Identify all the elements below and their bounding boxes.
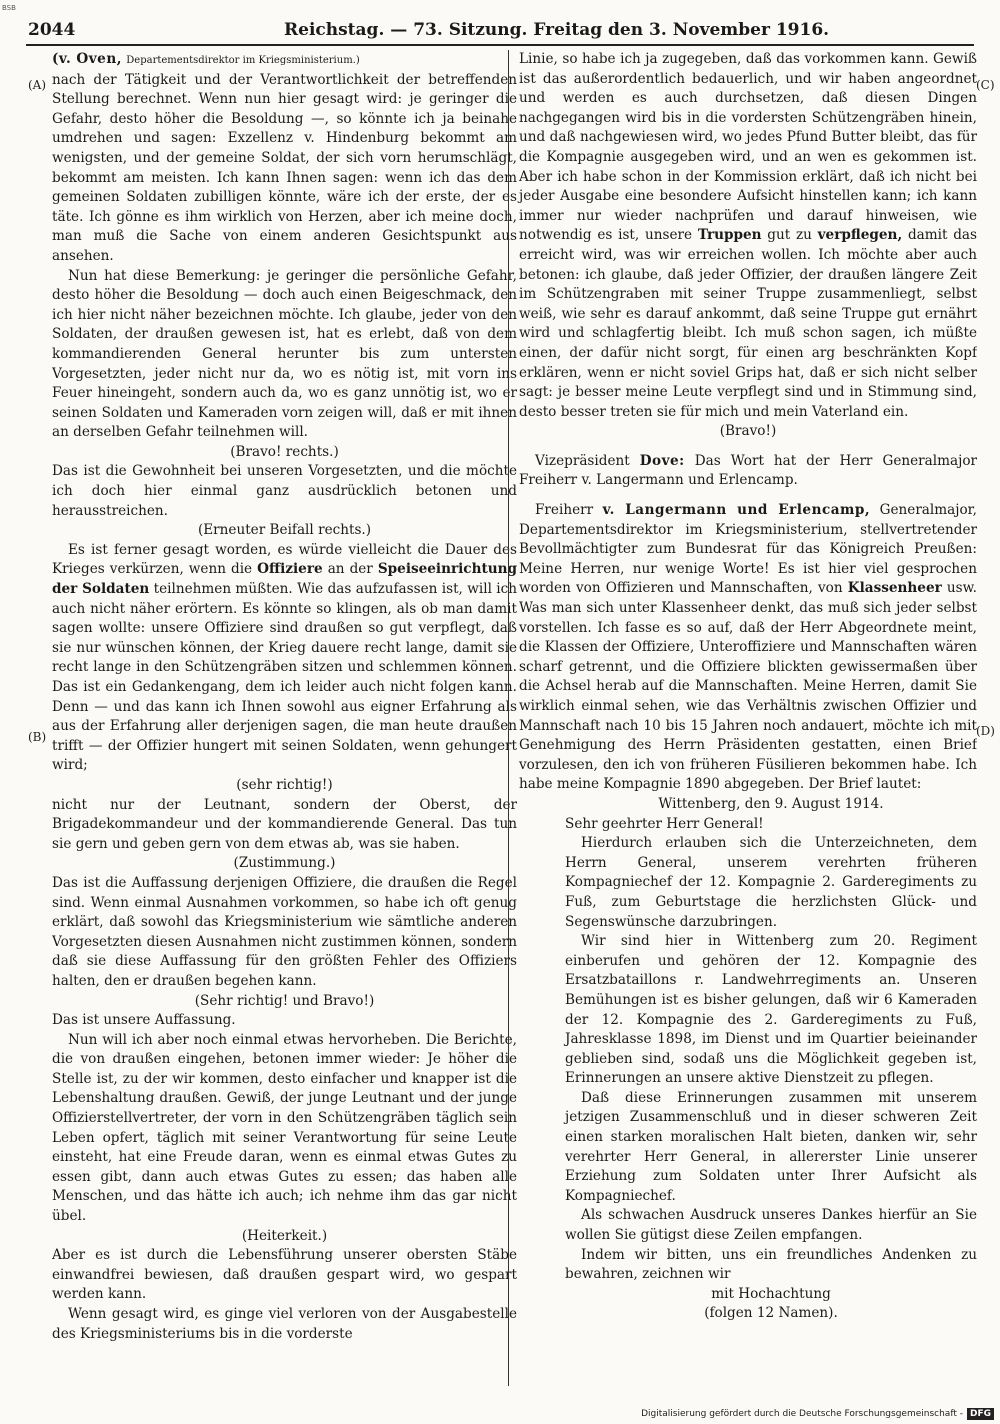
paragraph: Nun hat diese Bemerkung: je geringer die persönliche Gefahr, desto höher die Besoldung — doch auch einen Beigeschmack, den ich hier nicht näher bezeichnen möchte. Ich glaube, jeder von den Soldaten, der draußen gewesen ist, hat es erlebt, daß von dem kommandierenden General herunter bis zum untersten Vorgesetzten, jeder nicht nur da, wo es nötig ist, mit vorn ins Feuer hineingeht, sondern auch da, wo es ganz unnötig ist, wo er seinen Soldaten und Kameraden vorn zeigen will, daß er mit ihnen an derselben Gefahr teilnehmen will.: [52, 267, 517, 441]
paragraph: Das ist die Auffassung derjenigen Offiziere, die draußen die Regel sind. Wenn einmal Ausnahmen vorkommen, so habe ich oft genug erklärt, daß sowohl das Kriegsministerium wie sämtliche anderen Vorgesetzten diesen Ausnahmen nicht zustimmen können, sondern daß sie diese Auffassung für den größten Fehler des Offiziers halten, den er draußen begehen kann.: [52, 874, 517, 989]
library-watermark: BSB: [2, 4, 16, 12]
text-run: Meine Herren, nur wenige Worte! Es ist hier viel gesprochen worden von Offizieren und Mannschaften, von: [519, 560, 977, 597]
interjection: (Bravo! rechts.): [230, 443, 339, 460]
letter-salutation: Sehr geehrter Herr General!: [565, 815, 764, 832]
funding-footer: [641, 1408, 994, 1420]
vice-president-line: [519, 452, 977, 491]
speaker-name: (v. Oven,: [52, 51, 122, 67]
paragraph: Wenn gesagt wird, es ginge viel verloren von der Ausgabestelle des Kriegsministeriums bis in die vorderste: [52, 1306, 517, 1342]
interjection: (sehr richtig!): [236, 776, 333, 793]
bold-term: Speiseeinrichtung der Soldaten: [52, 561, 517, 598]
vp-name: Dove:: [639, 452, 685, 469]
speaker-prefix: Freiherr: [535, 502, 594, 519]
speaker-role: Generalmajor, Departementsdirektor im Kriegsministerium, stellvertretender Bevollmächtigter zum Bundesrat für das Königreich Preußen:: [519, 502, 977, 558]
letter-paragraph: Wir sind hier in Wittenberg zum 20. Regiment einberufen und gehören der 12. Kompagnie des Ersatzbataillons r. Landwehrregiments an. Unseren Bemühungen ist es bisher gelungen, daß wir 6 Kameraden der 12. Kompagnie des 2. Garderegiments zu Fuß, Jahresklasse 1898, im Dienst und im Quartier beieinander geblieben sind, sodaß uns die Möglichkeit gegeben ist, Erinnerungen an unsere aktive Dienstzeit zu pflegen.: [565, 933, 977, 1087]
paragraph: nach der Tätigkeit und der Verantwortlichkeit der betreffenden Stellung berechnet. Wenn nun hier gesagt wird: je geringer die Gefahr, desto höher die Besoldung —, so könnte ich ja beinahe umdrehen und sagen: Exzellenz v. Hindenburg bekommt am wenigsten, und der gemeine Soldat, der sich vorn herumschlägt, bekommt am meisten. Ich kann Ihnen sagen: wenn ich das dem gemeinen Soldaten zubilligen könnte, wäre ich der erste, der es täte. Ich gönne es ihm wirklich von Herzen, aber ich meine doch, man muß die Sache von einem anderen Gesichtspunkt aus ansehen.: [52, 71, 517, 264]
paragraph: [519, 50, 977, 422]
letter-paragraph: Als schwachen Ausdruck unseres Dankes hierfür an Sie wollen Sie gütigst diese Zeilen empfangen.: [565, 1207, 977, 1244]
quoted-letter: [565, 795, 977, 1324]
bold-term: verpflegen,: [817, 227, 903, 244]
paragraph: Das ist unsere Auffassung.: [52, 1012, 236, 1029]
speaker-intro: [519, 501, 977, 795]
interjection: (Zustimmung.): [233, 855, 336, 872]
bold-term: Offiziere: [257, 561, 323, 578]
speaker-name: v. Langermann und Erlencamp,: [602, 502, 871, 519]
margin-mark-c: (C): [976, 78, 995, 92]
paragraph: Aber es ist durch die Lebensführung unserer obersten Stäbe einwandfrei bewiesen, daß draußen gespart wird, wo gespart werden kann.: [52, 1247, 517, 1303]
paragraph: Nun will ich aber noch einmal etwas hervorheben. Die Berichte, die von draußen eingehen, betonen immer wieder: Je höher die Stelle ist, zu der wir kommen, desto einfacher und knapper ist die Lebenshaltung draußen. Gewiß, der junge Leutnant und der junge Offizierstellvertreter, der vorn in den Schützengräben täglich sein Leben opfert, täglich mit seiner Verantwortung für seine Leute einsteht, hat eine Freude daran, wenn es einmal etwas Gutes zu essen gibt, dann auch etwas Gutes zu essen; das haben alle Menschen, und das hätte ich auch; ich nehme ihm das gar nicht übel.: [52, 1031, 517, 1225]
text-run: damit das erreicht wird, was wir erreichen wollen. Ich möchte aber auch betonen: ich glaube, daß jeder Offizier, der draußen längere Zeit im Schützengraben mit seiner Truppe zusammenliegt, selbst weiß, wie sehr es darauf ankommt, daß seine Truppe gut ernährt wird und schlagfertig bleibt. Ich muß schon sagen, ich müßte einen, der dafür nicht sorgt, für einen arg beschränkten Kopf erklären, wenn er nicht soviel Grips hat, daß er sich nicht selber sagt: je besser meine Leute verpflegt sind und in Stimmung sind, desto besser treten sie für mich und mein Vaterland ein.: [519, 227, 977, 420]
right-column: [508, 50, 977, 1386]
speaker-line: [52, 50, 517, 71]
bold-term: Klassenheer: [847, 580, 942, 597]
margin-mark-a: (A): [28, 78, 47, 92]
paragraph: [52, 541, 517, 776]
interjection: (Bravo!): [719, 423, 777, 440]
text-run: gut zu: [767, 227, 812, 244]
letter-place-date: Wittenberg, den 9. August 1914.: [658, 795, 884, 812]
vp-text: Das Wort hat der Herr Generalmajor Freiherr v. Langermann und Erlencamp.: [519, 452, 977, 489]
letter-closing: mit Hochachtung: [711, 1285, 831, 1302]
text-run: teilnehmen müßten. Wie das aufzufassen ist, will ich auch nicht näher erörtern. Es könnte so klingen, als ob man damit sagen wollte: unsere Offiziere sind draußen so gut verpflegt, daß sie nur wünschen können, der Krieg dauere recht lange, damit sie recht lange in den Schützengräben sitzen und schlemmen können. Das ist ein Gedankengang, dem ich leider auch nicht folgen kann. Denn — und das kann ich Ihnen sowohl aus eigner Erfahrung als aus der Erfahrung aller derjenigen sagen, die man heute draußen trifft — der Offizier hungert mit seinen Soldaten, wenn gehungert wird;: [52, 581, 517, 774]
margin-mark-d: (D): [976, 724, 995, 738]
letter-paragraph: Daß diese Erinnerungen zusammen mit unserem jetzigen Zusammenschluß und in dieser schweren Zeit einen starken moralischen Halt bieten, danken wir, sehr verehrter Herr General, in allererster Linie unserer Erziehung zum Soldaten unter Ihrer Aufsicht als Kompagniechef.: [565, 1089, 977, 1204]
page-header: [26, 18, 974, 46]
text-run: an der: [327, 561, 373, 578]
text-run: usw. Was man sich unter Klassenheer denkt, das muß sich jeder selbst vorstellen. Ich fasse es so auf, daß der Herr Abgeordnete meint, die Klassen der Offiziere, Unteroffiziere und Mannschaften wären scharf getrennt, und die Offiziere blickten gewissermaßen über die Achsel herab auf die Mannschaften. Meine Herren, damit Sie wirklich einmal sehen, wie das Verhältnis zwischen Offizier und Mannschaft nach 10 bis 15 Jahren noch andauert, möchte ich mit Genehmigung des Herrn Präsidenten gestatten, einen Brief vorzulesen, den ich von früheren Füsilieren bekommen habe. Ich habe meine Kompagnie 1890 abgegeben. Der Brief lautet:: [519, 580, 977, 793]
text-run: Es ist ferner gesagt worden, es würde vielleicht die Dauer des Krieges verkürzen, wenn die: [52, 541, 517, 578]
dfg-logo: DFG: [967, 1408, 994, 1420]
speaker-role: Departementsdirektor im Kriegsministerium.): [126, 55, 360, 66]
letter-paragraph: Hierdurch erlauben sich die Unterzeichneten, dem Herrn General, unserem verehrten früheren Kompagniechef der 12. Kompagnie 2. Garderegiments zu Fuß, zum Geburtstage die herzlichsten Glück- und Segenswünsche darzubringen.: [565, 835, 977, 930]
left-column: [52, 50, 517, 1386]
vp-title: Vizepräsident: [535, 452, 630, 469]
paragraph: nicht nur der Leutnant, sondern der Oberst, der Brigadekommandeur und der kommandierende General. Das tun sie gern und geben gern von dem etwas ab, was sie haben.: [52, 796, 517, 852]
text-run: Linie, so habe ich ja zugegeben, daß das vorkommen kann. Gewiß ist das außerordentlich bedauerlich, und wir haben angeordnet und werden es auch durchsetzen, daß diesen Dingen nachgegangen wird bis in die vordersten Schützengräben hinein, und daß nachgewiesen wird, wo jedes Pfund Butter bleibt, das für die Kompagnie ausgegeben wird, und an wen es gekommen ist. Aber ich habe schon in der Kommission erklärt, daß ich nicht bei jeder Ausgabe eine besondere Aufsicht hinstellen kann; ich kann immer nur wieder nachprüfen und darauf hinweisen, wie notwendig es ist, unsere: [519, 51, 977, 244]
footer-text: Digitalisierung gefördert durch die Deutsche Forschungsgemeinschaft -: [641, 1409, 963, 1419]
interjection: (Heiterkeit.): [241, 1227, 328, 1244]
letter-signature: (folgen 12 Namen).: [704, 1305, 838, 1322]
interjection: (Sehr richtig! und Bravo!): [194, 992, 375, 1009]
page-number: 2044: [28, 20, 76, 40]
interjection: (Erneuter Beifall rechts.): [197, 522, 372, 539]
running-title: Reichstag. — 73. Sitzung. Freitag den 3. November 1916.: [284, 20, 830, 40]
margin-mark-b: (B): [28, 730, 47, 744]
bold-term: Truppen: [697, 227, 762, 244]
letter-paragraph: Indem wir bitten, uns ein freundliches Andenken zu bewahren, zeichnen wir: [565, 1246, 977, 1283]
paragraph: Das ist die Gewohnheit bei unseren Vorgesetzten, und die möchte ich doch hier einmal ganz ausdrücklich betonen und herausstreichen.: [52, 463, 517, 519]
